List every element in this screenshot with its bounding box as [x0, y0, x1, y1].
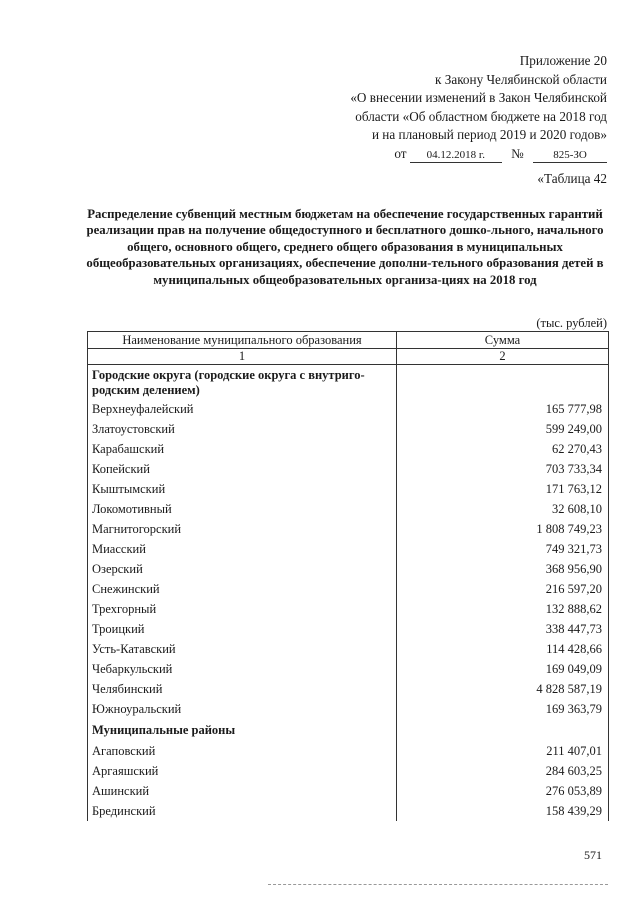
subsidy-amount: 749 321,73 — [397, 539, 609, 559]
table-row — [88, 439, 609, 459]
table-row — [88, 659, 609, 679]
header-name: Наименование муниципального образования — [88, 332, 397, 349]
table-body — [88, 365, 609, 822]
subsidy-amount: 211 407,01 — [397, 741, 609, 761]
group-sum — [397, 365, 609, 400]
subsidy-amount: 284 603,25 — [397, 761, 609, 781]
document-title: Распределение субвенций местным бюджетам на обеспечение государственных гарантий реализации прав на получение общедоступного и бесплатного дошко-льного, начального общего, основного общего, среднего общего образования в муниципальных общеобразовательных организациях, обеспечение дополни-тельного образования детей в муниципальных общеобразовательных организа-циях на 2018 год — [86, 207, 604, 287]
municipality-name: Златоустовский — [88, 419, 397, 439]
table-row — [88, 459, 609, 479]
table-row — [88, 599, 609, 619]
subsidy-amount: 169 049,09 — [397, 659, 609, 679]
law-date: 04.12.2018 г. — [410, 148, 502, 163]
subsidy-amount: 158 439,29 — [397, 801, 609, 821]
table-row — [88, 761, 609, 781]
table-row — [88, 619, 609, 639]
appendix-line-1: Приложение 20 — [519, 53, 607, 68]
appendix-header — [277, 52, 607, 163]
group-row-city-districts — [88, 365, 609, 400]
municipality-name: Ашинский — [88, 781, 397, 801]
table-row — [88, 559, 609, 579]
header-sum: Сумма — [397, 332, 609, 349]
subsidy-amount: 171 763,12 — [397, 479, 609, 499]
table-header-row — [88, 332, 609, 349]
subsidy-amount: 169 363,79 — [397, 699, 609, 719]
municipality-name: Троицкий — [88, 619, 397, 639]
page-number: 571 — [584, 848, 602, 862]
municipality-name: Кыштымский — [88, 479, 397, 499]
table-row — [88, 419, 609, 439]
municipality-name: Усть-Катавский — [88, 639, 397, 659]
units-label: (тыс. рублей) — [536, 316, 607, 330]
municipality-name: Озерский — [88, 559, 397, 579]
municipality-name: Карабашский — [88, 439, 397, 459]
subsidy-amount: 62 270,43 — [397, 439, 609, 459]
subsidy-table — [87, 331, 609, 821]
subsidy-amount: 4 828 587,19 — [397, 679, 609, 699]
subsidy-amount: 1 808 749,23 — [397, 519, 609, 539]
table-row — [88, 801, 609, 821]
table-row — [88, 679, 609, 699]
table-row — [88, 579, 609, 599]
subsidy-amount: 368 956,90 — [397, 559, 609, 579]
table-row — [88, 639, 609, 659]
table-row — [88, 699, 609, 719]
appendix-line-3: «О внесении изменений в Закон Челябинской — [350, 90, 607, 105]
from-label: от — [394, 145, 407, 161]
appendix-line-4: области «Об областном бюджете на 2018 год — [355, 108, 607, 124]
appendix-line-2: к Закону Челябинской области — [435, 71, 607, 87]
group-name: Городские округа (городские округа с внутриго-родским делением) — [88, 365, 397, 400]
subsidy-amount: 703 733,34 — [397, 459, 609, 479]
bottom-rule — [268, 884, 608, 885]
column-number-2: 2 — [397, 349, 609, 365]
table-row — [88, 539, 609, 559]
municipality-name: Верхнеуфалейский — [88, 399, 397, 419]
municipality-name: Агаповский — [88, 741, 397, 761]
number-label: № — [511, 145, 524, 161]
subsidy-amount: 32 608,10 — [397, 499, 609, 519]
law-date-line — [277, 145, 607, 164]
subsidy-amount: 338 447,73 — [397, 619, 609, 639]
municipality-name: Челябинский — [88, 679, 397, 699]
table-row — [88, 781, 609, 801]
subsidy-amount: 599 249,00 — [397, 419, 609, 439]
municipality-name: Аргаяшский — [88, 761, 397, 781]
subsidy-amount: 132 888,62 — [397, 599, 609, 619]
subsidy-amount: 276 053,89 — [397, 781, 609, 801]
municipality-name: Локомотивный — [88, 499, 397, 519]
table-row — [88, 519, 609, 539]
municipality-name: Трехгорный — [88, 599, 397, 619]
table-row — [88, 499, 609, 519]
municipality-name: Магнитогорский — [88, 519, 397, 539]
subsidy-amount: 165 777,98 — [397, 399, 609, 419]
municipality-name: Снежинский — [88, 579, 397, 599]
table-row — [88, 479, 609, 499]
appendix-line-5: и на плановый период 2019 и 2020 годов» — [371, 127, 607, 142]
group-name: Муниципальные районы — [88, 719, 397, 741]
column-number-row — [88, 349, 609, 365]
table-row — [88, 399, 609, 419]
subsidy-amount: 114 428,66 — [397, 639, 609, 659]
municipality-name: Южноуральский — [88, 699, 397, 719]
municipality-name: Копейский — [88, 459, 397, 479]
law-number: 825-ЗО — [533, 148, 607, 163]
municipality-name: Миасский — [88, 539, 397, 559]
group-sum — [397, 719, 609, 741]
subsidy-amount: 216 597,20 — [397, 579, 609, 599]
column-number-1: 1 — [88, 349, 397, 365]
group-row-municipal-districts — [88, 719, 609, 741]
table-row — [88, 741, 609, 761]
municipality-name: Брединский — [88, 801, 397, 821]
municipality-name: Чебаркульский — [88, 659, 397, 679]
table-label: «Таблица 42 — [537, 171, 607, 186]
